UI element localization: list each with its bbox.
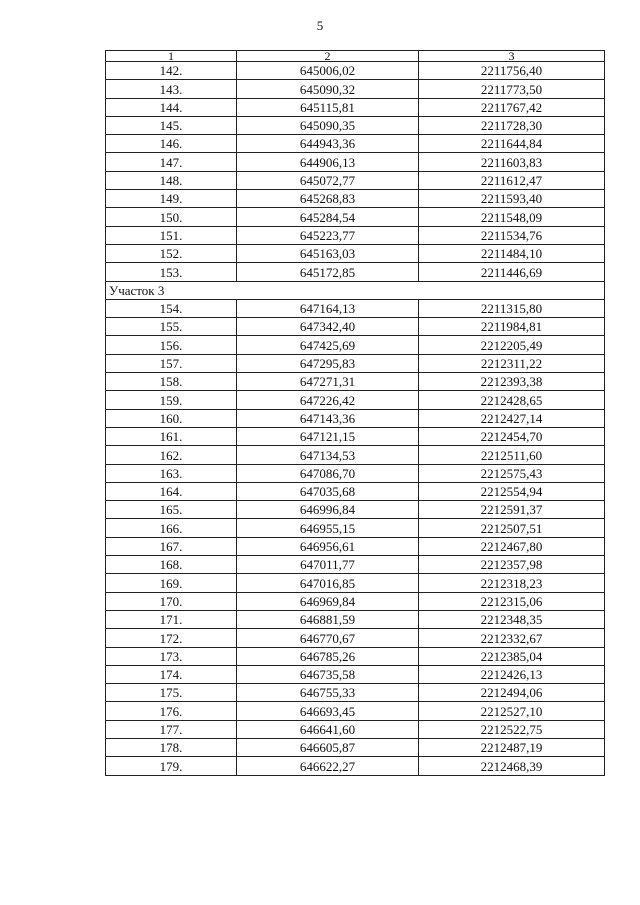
point-number-cell: 163.: [106, 464, 237, 482]
x-coordinate-cell: 647342,40: [237, 318, 419, 336]
table-row: [106, 263, 605, 281]
y-coordinate-cell: 2212348,35: [419, 610, 605, 628]
point-number-cell: 162.: [106, 446, 237, 464]
x-coordinate-cell: 646770,67: [237, 629, 419, 647]
coordinates-table: [105, 50, 605, 776]
x-coordinate-cell: 646693,45: [237, 702, 419, 720]
header-col-1: 1: [106, 51, 237, 62]
table-row: [106, 62, 605, 80]
point-number-cell: 151.: [106, 226, 237, 244]
x-coordinate-cell: 647143,36: [237, 409, 419, 427]
point-number-cell: 177.: [106, 720, 237, 738]
y-coordinate-cell: 2212494,06: [419, 684, 605, 702]
x-coordinate-cell: 645115,81: [237, 98, 419, 116]
section-row: [106, 281, 605, 299]
x-coordinate-cell: 646955,15: [237, 519, 419, 537]
point-number-cell: 167.: [106, 537, 237, 555]
y-coordinate-cell: 2212426,13: [419, 665, 605, 683]
y-coordinate-cell: 2212575,43: [419, 464, 605, 482]
x-coordinate-cell: 645072,77: [237, 171, 419, 189]
y-coordinate-cell: 2212522,75: [419, 720, 605, 738]
table-row: [106, 409, 605, 427]
table-row: [106, 208, 605, 226]
point-number-cell: 161.: [106, 427, 237, 445]
point-number-cell: 150.: [106, 208, 237, 226]
x-coordinate-cell: 646996,84: [237, 501, 419, 519]
point-number-cell: 173.: [106, 647, 237, 665]
x-coordinate-cell: 647086,70: [237, 464, 419, 482]
table-row: [106, 537, 605, 555]
table-row: [106, 373, 605, 391]
point-number-cell: 153.: [106, 263, 237, 281]
point-number-cell: 169.: [106, 574, 237, 592]
table-row: [106, 519, 605, 537]
y-coordinate-cell: 2211593,40: [419, 190, 605, 208]
y-coordinate-cell: 2211644,84: [419, 135, 605, 153]
y-coordinate-cell: 2212315,06: [419, 592, 605, 610]
x-coordinate-cell: 646755,33: [237, 684, 419, 702]
x-coordinate-cell: 647035,68: [237, 482, 419, 500]
table-row: [106, 153, 605, 171]
table-header: [106, 51, 605, 62]
x-coordinate-cell: 647295,83: [237, 354, 419, 372]
table-row: [106, 299, 605, 317]
x-coordinate-cell: 645163,03: [237, 244, 419, 262]
y-coordinate-cell: 2211446,69: [419, 263, 605, 281]
point-number-cell: 158.: [106, 373, 237, 391]
y-coordinate-cell: 2211484,10: [419, 244, 605, 262]
table-row: [106, 427, 605, 445]
y-coordinate-cell: 2212511,60: [419, 446, 605, 464]
point-number-cell: 166.: [106, 519, 237, 537]
table-row: [106, 574, 605, 592]
x-coordinate-cell: 646969,84: [237, 592, 419, 610]
x-coordinate-cell: 646641,60: [237, 720, 419, 738]
table-row: [106, 556, 605, 574]
y-coordinate-cell: 2212205,49: [419, 336, 605, 354]
point-number-cell: 170.: [106, 592, 237, 610]
y-coordinate-cell: 2212385,04: [419, 647, 605, 665]
table-row: [106, 464, 605, 482]
y-coordinate-cell: 2212591,37: [419, 501, 605, 519]
point-number-cell: 146.: [106, 135, 237, 153]
table-row: [106, 190, 605, 208]
table-row: [106, 629, 605, 647]
header-row: [106, 51, 605, 62]
point-number-cell: 149.: [106, 190, 237, 208]
point-number-cell: 172.: [106, 629, 237, 647]
y-coordinate-cell: 2212507,51: [419, 519, 605, 537]
x-coordinate-cell: 646622,27: [237, 757, 419, 775]
x-coordinate-cell: 645006,02: [237, 62, 419, 80]
table-row: [106, 482, 605, 500]
point-number-cell: 160.: [106, 409, 237, 427]
x-coordinate-cell: 645284,54: [237, 208, 419, 226]
header-col-3: 3: [419, 51, 605, 62]
x-coordinate-cell: 645090,32: [237, 80, 419, 98]
x-coordinate-cell: 647121,15: [237, 427, 419, 445]
x-coordinate-cell: 647271,31: [237, 373, 419, 391]
point-number-cell: 152.: [106, 244, 237, 262]
table-row: [106, 391, 605, 409]
table-row: [106, 684, 605, 702]
y-coordinate-cell: 2212468,39: [419, 757, 605, 775]
y-coordinate-cell: 2211612,47: [419, 171, 605, 189]
table-row: [106, 647, 605, 665]
page-number: 5: [316, 18, 324, 33]
point-number-cell: 143.: [106, 80, 237, 98]
table-row: [106, 665, 605, 683]
point-number-cell: 168.: [106, 556, 237, 574]
y-coordinate-cell: 2212487,19: [419, 738, 605, 756]
x-coordinate-cell: 647134,53: [237, 446, 419, 464]
y-coordinate-cell: 2211548,09: [419, 208, 605, 226]
x-coordinate-cell: 644906,13: [237, 153, 419, 171]
y-coordinate-cell: 2212393,38: [419, 373, 605, 391]
x-coordinate-cell: 646735,58: [237, 665, 419, 683]
x-coordinate-cell: 645223,77: [237, 226, 419, 244]
x-coordinate-cell: 647011,77: [237, 556, 419, 574]
table-body: [106, 62, 605, 776]
table-row: [106, 610, 605, 628]
table-row: [106, 446, 605, 464]
point-number-cell: 171.: [106, 610, 237, 628]
point-number-cell: 148.: [106, 171, 237, 189]
x-coordinate-cell: 647425,69: [237, 336, 419, 354]
y-coordinate-cell: 2212311,22: [419, 354, 605, 372]
point-number-cell: 156.: [106, 336, 237, 354]
table-row: [106, 354, 605, 372]
point-number-cell: 178.: [106, 738, 237, 756]
y-coordinate-cell: 2212318,23: [419, 574, 605, 592]
x-coordinate-cell: 645090,35: [237, 116, 419, 134]
point-number-cell: 159.: [106, 391, 237, 409]
y-coordinate-cell: 2211728,30: [419, 116, 605, 134]
table-row: [106, 702, 605, 720]
point-number-cell: 179.: [106, 757, 237, 775]
table-row: [106, 98, 605, 116]
y-coordinate-cell: 2212332,67: [419, 629, 605, 647]
table-row: [106, 738, 605, 756]
table-row: [106, 501, 605, 519]
table-row: [106, 244, 605, 262]
point-number-cell: 142.: [106, 62, 237, 80]
point-number-cell: 174.: [106, 665, 237, 683]
x-coordinate-cell: 647164,13: [237, 299, 419, 317]
table-row: [106, 336, 605, 354]
x-coordinate-cell: 647226,42: [237, 391, 419, 409]
table-row: [106, 226, 605, 244]
y-coordinate-cell: 2211767,42: [419, 98, 605, 116]
table-row: [106, 80, 605, 98]
y-coordinate-cell: 2211756,40: [419, 62, 605, 80]
y-coordinate-cell: 2212454,70: [419, 427, 605, 445]
x-coordinate-cell: 644943,36: [237, 135, 419, 153]
y-coordinate-cell: 2212357,98: [419, 556, 605, 574]
table-row: [106, 757, 605, 775]
point-number-cell: 175.: [106, 684, 237, 702]
section-label: Участок 3: [106, 281, 605, 299]
y-coordinate-cell: 2211773,50: [419, 80, 605, 98]
table-row: [106, 171, 605, 189]
y-coordinate-cell: 2212427,14: [419, 409, 605, 427]
table-row: [106, 318, 605, 336]
x-coordinate-cell: 645172,85: [237, 263, 419, 281]
point-number-cell: 155.: [106, 318, 237, 336]
x-coordinate-cell: 645268,83: [237, 190, 419, 208]
y-coordinate-cell: 2211534,76: [419, 226, 605, 244]
point-number-cell: 157.: [106, 354, 237, 372]
point-number-cell: 164.: [106, 482, 237, 500]
x-coordinate-cell: 646881,59: [237, 610, 419, 628]
y-coordinate-cell: 2212467,80: [419, 537, 605, 555]
y-coordinate-cell: 2211984,81: [419, 318, 605, 336]
point-number-cell: 165.: [106, 501, 237, 519]
table-row: [106, 116, 605, 134]
table-row: [106, 592, 605, 610]
y-coordinate-cell: 2212428,65: [419, 391, 605, 409]
x-coordinate-cell: 646956,61: [237, 537, 419, 555]
point-number-cell: 145.: [106, 116, 237, 134]
point-number-cell: 147.: [106, 153, 237, 171]
x-coordinate-cell: 646785,26: [237, 647, 419, 665]
table-row: [106, 135, 605, 153]
x-coordinate-cell: 646605,87: [237, 738, 419, 756]
header-col-2: 2: [237, 51, 419, 62]
y-coordinate-cell: 2212554,94: [419, 482, 605, 500]
point-number-cell: 176.: [106, 702, 237, 720]
point-number-cell: 144.: [106, 98, 237, 116]
y-coordinate-cell: 2211603,83: [419, 153, 605, 171]
y-coordinate-cell: 2212527,10: [419, 702, 605, 720]
point-number-cell: 154.: [106, 299, 237, 317]
x-coordinate-cell: 647016,85: [237, 574, 419, 592]
table-row: [106, 720, 605, 738]
y-coordinate-cell: 2211315,80: [419, 299, 605, 317]
